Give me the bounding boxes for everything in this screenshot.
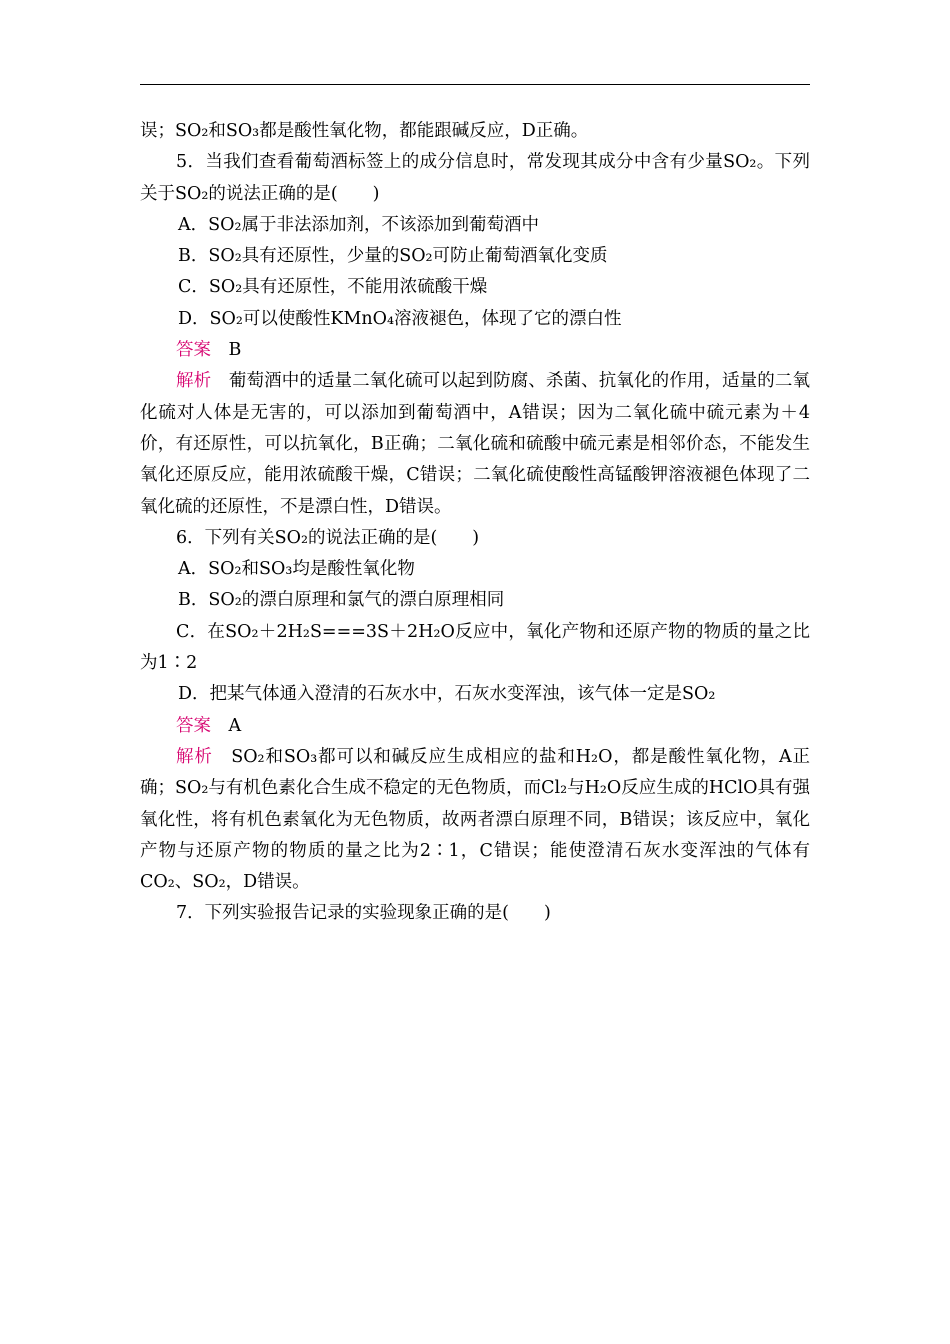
question-5-option-d: D．SO₂可以使酸性KMnO₄溶液褪色，体现了它的漂白性: [178, 308, 622, 329]
question-6-option-d: D．把某气体通入澄清的石灰水中，石灰水变浑浊，该气体一定是SO₂: [178, 684, 716, 705]
question-6-option-a: A．SO₂和SO₃均是酸性氧化物: [178, 559, 415, 580]
document-body: [140, 116, 810, 930]
question-5-option-a: A．SO₂属于非法添加剂，不该添加到葡萄酒中: [178, 214, 539, 235]
paragraph-prev-answer-end: 误；SO₂和SO₃都是酸性氧化物，都能跟碱反应，D正确。: [140, 121, 589, 141]
question-6-option-b: B．SO₂的漂白原理和氯气的漂白原理相同: [178, 590, 505, 611]
analysis-label: 解析: [176, 371, 212, 392]
question-6-analysis: [140, 742, 810, 898]
answer-value: B: [228, 340, 242, 361]
question-6-answer: [140, 711, 810, 742]
analysis-label: 解析: [176, 746, 213, 767]
answer-label: 答案: [176, 340, 211, 361]
header-rule: [140, 84, 810, 85]
answer-value: A: [228, 715, 242, 736]
question-6-option-c: C．在SO₂＋2H₂S===3S＋2H₂O反应中，氧化产物和还原产物的物质的量之比为1∶2: [140, 621, 810, 674]
question-5-option-b: B．SO₂具有还原性，少量的SO₂可防止葡萄酒氧化变质: [178, 246, 608, 267]
question-7-stem: 7．下列实验报告记录的实验现象正确的是( ): [176, 903, 551, 924]
analysis-text: 葡萄酒中的适量二氧化硫可以起到防腐、杀菌、抗氧化的作用，适量的二氧化硫对人体是无害的，可以添加到葡萄酒中，A错误；因为二氧化硫中硫元素为＋4价，有还原性，可以抗氧化，B正确；二氧化硫和硫酸中硫元素是相邻价态，不能发生氧化还原反应，能用浓硫酸干燥，C错误；二氧化硫使酸性高锰酸钾溶液褪色体现了二氧化硫的还原性，不是漂白性，D错误。: [140, 371, 811, 517]
question-5-answer: [140, 335, 810, 366]
question-5-analysis: [140, 366, 810, 522]
analysis-text: SO₂和SO₃都可以和碱反应生成相应的盐和H₂O，都是酸性氧化物，A正确；SO₂与有机色素化合生成不稳定的无色物质，而Cl₂与H₂O反应生成的HClO具有强氧化性，将有机色素氧化为无色物质，故两者漂白原理不同，B错误；该反应中，氧化产物与还原产物的物质的量之比为2∶1，C错误；能使澄清石灰水变浑浊的气体有CO₂、SO₂，D错误。: [140, 746, 810, 893]
answer-label: 答案: [176, 715, 211, 736]
question-5-option-c: C．SO₂具有还原性，不能用浓硫酸干燥: [178, 277, 488, 298]
question-6-stem: 6．下列有关SO₂的说法正确的是( ): [176, 527, 480, 548]
question-5-stem: 5．当我们查看葡萄酒标签上的成分信息时，常发现其成分中含有少量SO₂。下列关于SO₂的说法正确的是( ): [140, 152, 810, 204]
